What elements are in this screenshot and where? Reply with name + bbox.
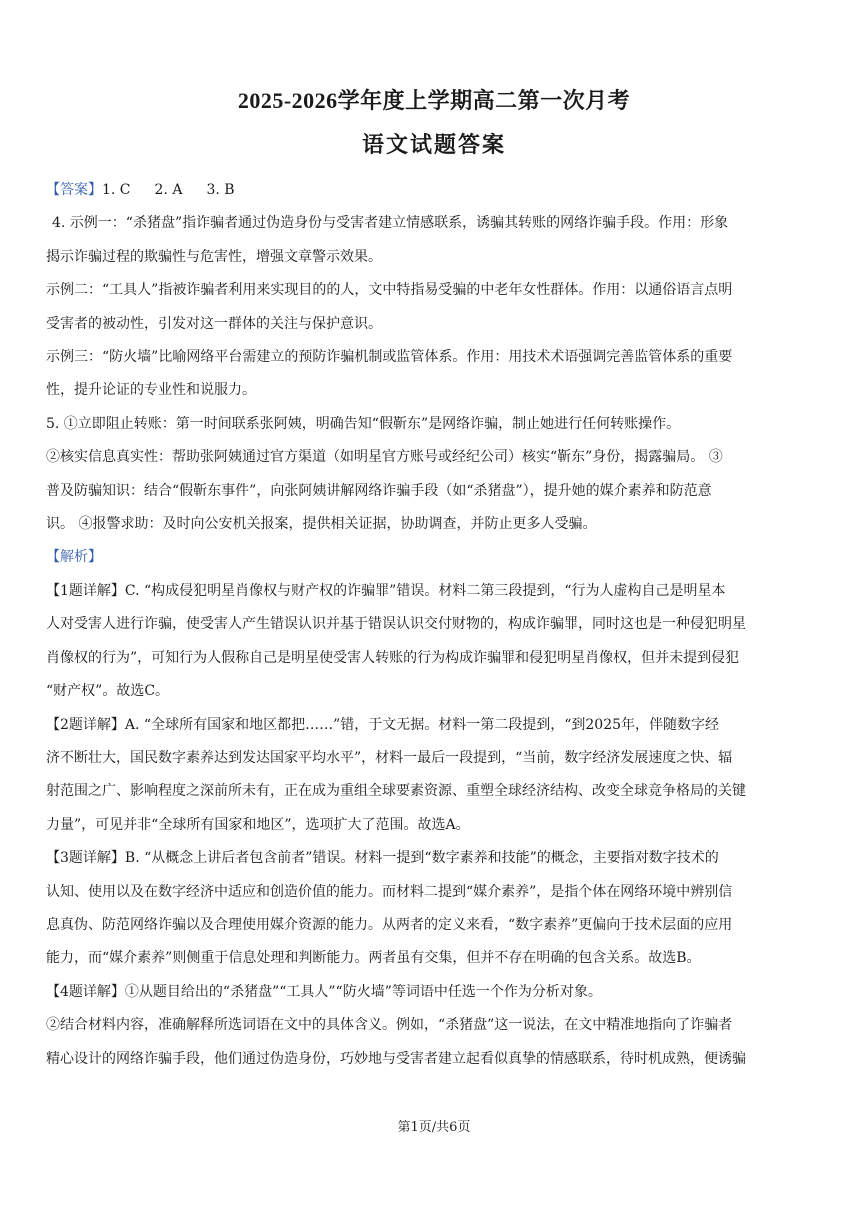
- q4-example1-line1: 4. 示例一：“杀猪盘”指诈骗者通过伪造身份与受害者建立情感联系，诱骗其转账的网络诈骗手段。作用：形象: [52, 215, 729, 232]
- q4-example1-line2: 揭示诈骗过程的欺骗性与危害性，增强文章警示效果。: [46, 248, 382, 265]
- analysis-4-line2: ②结合材料内容，准确解释所选词语在文中的具体含义。例如，“杀猪盘”这一说法，在文中精准地指向了诈骗者: [46, 1017, 733, 1034]
- analysis-2-line1: 【2题详解】A. “全球所有国家和地区都把……”错，于文无据。材料一第二段提到，“到2025年，伴随数字经: [46, 716, 720, 733]
- q4-example3-line1: 示例三：“防火墙”比喻网络平台需建立的预防诈骗机制或监管体系。作用：用技术术语强调完善监管体系的重要: [46, 349, 733, 366]
- analysis-3-line1: 【3题详解】B. “从概念上讲后者包含前者”错误。材料一提到“数字素养和技能”的概念，主要指对数字技术的: [46, 850, 719, 867]
- analysis-3-line4: 能力，而“媒介素养”则侧重于信息处理和判断能力。两者虽有交集，但并不存在明确的包含关系。故选B。: [46, 950, 701, 967]
- answer-tag: 【答案】: [46, 182, 102, 198]
- analysis-1-line3: 肖像权的行为”，可知行为人假称自己是明星使受害人转账的行为构成诈骗罪和侵犯明星肖像权，但并未提到侵犯: [46, 649, 740, 666]
- analysis-4-line1: 【4题详解】①从题目给出的“杀猪盘”“工具人”“防火墙”等词语中任选一个作为分析对象。: [46, 983, 602, 1000]
- q4-example3-line2: 性，提升论证的专业性和说服力。: [46, 382, 256, 399]
- answer-item-3: 3. B: [206, 182, 235, 198]
- q4-example2-line2: 受害者的被动性，引发对这一群体的关注与保护意识。: [46, 315, 382, 332]
- q5-line4: 识。 ④报警求助：及时向公安机关报案，提供相关证据，协助调查，并防止更多人受骗。: [46, 516, 597, 533]
- q4-example2-line1: 示例二：“工具人”指被诈骗者利用来实现目的的人，文中特指易受骗的中老年女性群体。作用：以通俗语言点明: [46, 282, 733, 299]
- analysis-3-line2: 认知、使用以及在数字经济中适应和创造价值的能力。而材料二提到“媒介素养”，是指个体在网络环境中辨别信: [46, 883, 733, 900]
- analysis-tag: 【解析】: [46, 549, 102, 566]
- analysis-4-line3: 精心设计的网络诈骗手段，他们通过伪造身份，巧妙地与受害者建立起看似真挚的情感联系，待时机成熟，便诱骗: [46, 1050, 746, 1067]
- analysis-2-line3: 射范围之广、影响程度之深前所未有，正在成为重组全球要素资源、重塑全球经济结构、改变全球竞争格局的关键: [46, 783, 746, 800]
- answer-item-1: 1. C: [102, 182, 131, 198]
- answer-line: [46, 174, 822, 207]
- document-body: [46, 174, 822, 1076]
- answer-item-2: 2. A: [154, 182, 183, 198]
- page-footer: 第1页/共6页: [397, 1120, 471, 1135]
- analysis-2-line4: 力量”，可见并非“全球所有国家和地区”，选项扩大了范围。故选A。: [46, 816, 470, 833]
- analysis-3-line3: 息真伪、防范网络诈骗以及合理使用媒介资源的能力。从两者的定义来看，“数字素养”更偏向于技术层面的应用: [46, 916, 733, 933]
- page-subtitle: 语文试题答案: [361, 132, 506, 157]
- page-title: 2025-2026学年度上学期高二第一次月考: [237, 88, 631, 113]
- analysis-1-line1: 【1题详解】C. “构成侵犯明星肖像权与财产权的诈骗罪”错误。材料二第三段提到，“行为人虚构自己是明星本: [46, 582, 726, 599]
- q5-line2: ②核实信息真实性：帮助张阿姨通过官方渠道（如明星官方账号或经纪公司）核实“靳东”身份，揭露骗局。 ③: [46, 449, 723, 466]
- analysis-2-line2: 济不断壮大，国民数字素养达到发达国家平均水平”，材料一最后一段提到，“当前，数字经济发展速度之快、辐: [46, 749, 733, 766]
- analysis-1-line2: 人对受害人进行诈骗，使受害人产生错误认识并基于错误认识交付财物的，构成诈骗罪，同时这也是一种侵犯明星: [46, 616, 746, 633]
- q5-line3: 普及防骗知识：结合“假靳东事件”，向张阿姨讲解网络诈骗手段（如“杀猪盘”），提升她的媒介素养和防范意: [46, 482, 712, 499]
- analysis-1-line4: “财产权”。故选C。: [46, 683, 170, 700]
- q5-line1: 5. ①立即阻止转账：第一时间联系张阿姨，明确告知“假靳东”是网络诈骗，制止她进行任何转账操作。: [46, 415, 681, 432]
